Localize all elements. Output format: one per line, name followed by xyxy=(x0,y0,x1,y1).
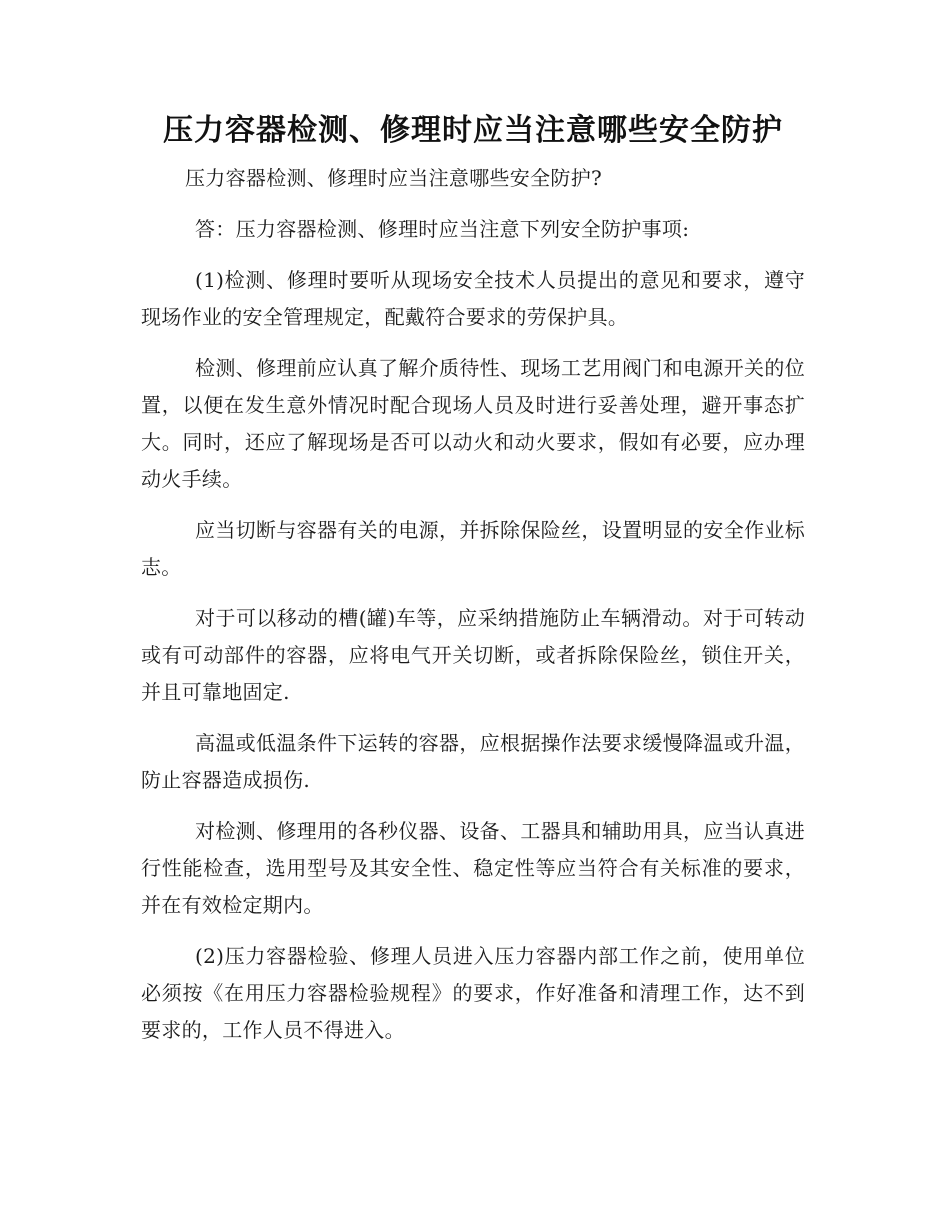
body-paragraph-7: (2)压力容器检验、修理人员进入压力容器内部工作之前，使用单位必须按《在用压力容器检验规程》的要求，作好准备和清理工作，达不到要求的，工作人员不得进入。 xyxy=(141,944,805,1042)
question-paragraph: 压力容器检测、修理时应当注意哪些安全防护? xyxy=(185,166,603,190)
document-page xyxy=(141,108,805,1049)
answer-intro-paragraph: 答：压力容器检测、修理时应当注意下列安全防护事项: xyxy=(195,217,690,241)
body-paragraph-6: 对检测、修理用的各秒仪器、设备、工器具和辅助用具，应当认真进行性能检查，选用型号及其安全性、稳定性等应当符合有关标准的要求，并在有效检定期内。 xyxy=(141,819,805,917)
body-paragraph-2: 检测、修理前应认真了解介质待性、现场工艺用阀门和电源开关的位置，以便在发生意外情况时配合现场人员及时进行妥善处理，避开事态扩大。同时，还应了解现场是否可以动火和动火要求，假如有必要，应办理动火手续。 xyxy=(141,356,805,491)
body-paragraph-4: 对于可以移动的槽(罐)车等，应采纳措施防止车辆滑动。对于可转动或有可动部件的容器，应将电气开关切断，或者拆除保险丝，锁住开关，并且可靠地固定. xyxy=(141,606,805,704)
body-paragraph-1: (1)检测、修理时要听从现场安全技术人员提出的意见和要求，遵守现场作业的安全管理规定，配戴符合要求的劳保护具。 xyxy=(141,268,805,329)
document-title: 压力容器检测、修理时应当注意哪些安全防护 xyxy=(163,113,783,148)
body-paragraph-3: 应当切断与容器有关的电源，并拆除保险丝，设置明显的安全作业标志。 xyxy=(141,518,805,579)
body-paragraph-5: 高温或低温条件下运转的容器，应根据操作法要求缓慢降温或升温，防止容器造成损伤. xyxy=(141,731,805,792)
